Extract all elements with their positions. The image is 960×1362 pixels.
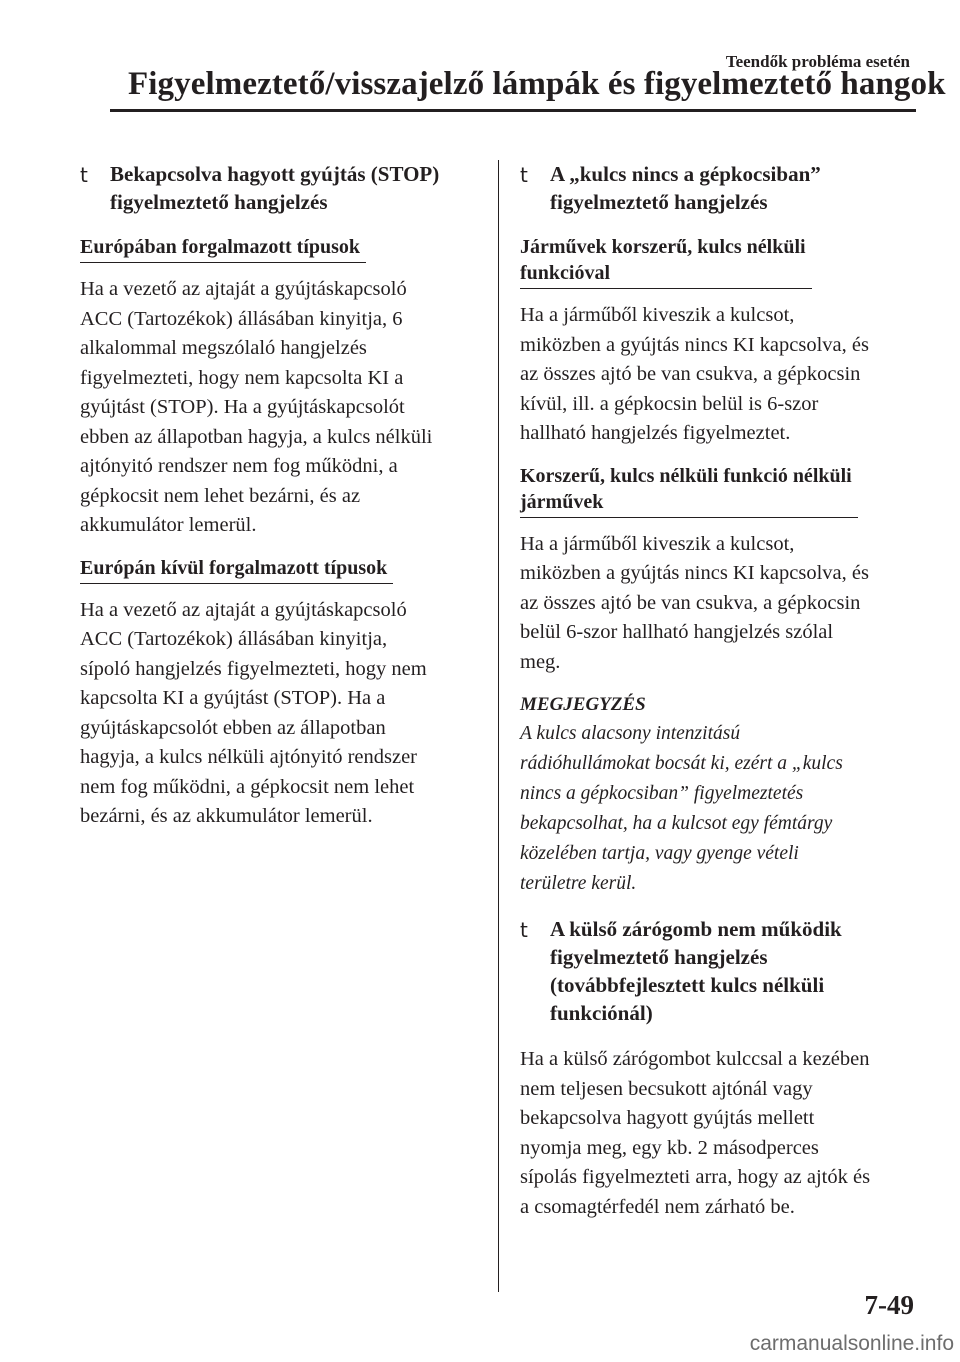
text-line: ajtónyitó rendszer nem fog működni, a [80, 455, 398, 477]
text-line: Ha a vezető az ajtaját a gyújtáskapcsoló [80, 598, 407, 621]
text-line: az összes ajtó be van csukva, a gépkocsin [520, 363, 861, 385]
text-line: gyújtáskapcsolót ebben az állapotban [80, 716, 386, 739]
heading-line: (továbbfejlesztett kulcs nélküli [550, 973, 825, 997]
text-line: területre kerül. [520, 873, 637, 894]
subheading-without-advanced-keyless [520, 463, 858, 518]
text-line: hagyja, a kulcs nélküli ajtónyitó rendszer [80, 746, 418, 768]
text-line: figyelmezteti, hogy nem kapcsolta KI a [80, 366, 404, 389]
heading-line: Bekapcsolva hagyott gyújtás (STOP) [110, 162, 440, 186]
heading-line: A külső zárógomb nem működik [550, 917, 842, 941]
text-line: nem fog működni, a gépkocsit nem lehet [80, 775, 415, 798]
paragraph [80, 275, 480, 541]
text-line: sípoló hangjelzés figyelmezteti, hogy nem [80, 657, 427, 680]
page-number: 7-49 [864, 1290, 914, 1320]
text-line: ebben az állapotban hagyja, a kulcs nélküli [80, 425, 433, 448]
bullet-icon: t [520, 918, 528, 942]
subheading-advanced-keyless [520, 234, 812, 289]
text-line: A kulcs alacsony intenzitású [520, 723, 741, 744]
text-line: Ha a járműből kiveszik a kulcsot, [520, 304, 795, 326]
bullet-icon: t [520, 163, 528, 187]
note-title: MEGJEGYZÉS [520, 694, 646, 715]
page-title: Figyelmeztető/visszajelző lámpák és figyelmeztető hangok [128, 66, 946, 102]
text-line: kívül, ill. a gépkocsin belül is 6-szor [520, 392, 819, 415]
bullet-icon: t [80, 163, 88, 187]
text-line: Ha a külső zárógombot kulccsal a kezében [520, 1048, 870, 1070]
header-section-label: Teendők probléma esetén [725, 52, 910, 71]
header-rule [110, 109, 916, 112]
heading-line: figyelmeztető hangjelzés [550, 945, 768, 969]
column-divider [498, 160, 499, 1292]
section-heading-key-not-in-vehicle [520, 160, 920, 216]
text-line: kapcsolta KI a gyújtást (STOP). Ha a [80, 687, 386, 709]
heading-line: figyelmeztető hangjelzés [550, 190, 768, 214]
text-line: nem teljesen becsukott ajtónál vagy [520, 1077, 813, 1100]
paragraph [520, 301, 920, 449]
note-text [520, 719, 920, 899]
subheading-line: Korszerű, kulcs nélküli funkció nélküli [520, 464, 852, 487]
text-line: nincs a gépkocsiban” figyelmeztetés [520, 783, 804, 804]
text-line: Ha a járműből kiveszik a kulcsot, [520, 532, 795, 555]
left-column [80, 160, 480, 846]
subheading-line: járművek [520, 490, 604, 513]
text-line: belül 6-szor hallható hangjelzés szólal [520, 621, 834, 643]
text-line: hallható hangjelzés figyelmeztet. [520, 422, 791, 444]
text-line: bekapcsolva hagyott gyújtás mellett [520, 1107, 815, 1129]
text-line: a csomagtérfedél nem zárható be. [520, 1195, 795, 1218]
right-column [520, 160, 920, 1236]
text-line: alkalommal megszólaló hangjelzés [80, 337, 367, 359]
text-line: Ha a vezető az ajtaját a gyújtáskapcsoló [80, 278, 407, 300]
text-line: miközben a gyújtás nincs KI kapcsolva, és [520, 333, 869, 356]
text-line: meg. [520, 650, 561, 673]
subheading-outside-europe: Európán kívül forgalmazott típusok [80, 555, 393, 584]
text-line: bekapcsolhat, ha a kulcsot egy fémtárgy [520, 813, 833, 834]
text-line: bezárni, és az akkumulátor lemerül. [80, 805, 373, 827]
text-line: sípolás figyelmezteti arra, hogy az ajtók és [520, 1166, 871, 1188]
section-heading-outer-lock-button [520, 915, 920, 1027]
text-line: ACC (Tartozékok) állásában kinyitja, 6 [80, 307, 403, 330]
heading-line: A „kulcs nincs a gépkocsiban” [550, 162, 821, 186]
watermark: carmanualsonline.info [749, 1332, 954, 1355]
subheading-line: Járművek korszerű, kulcs nélküli [520, 236, 806, 258]
text-line: rádióhullámokat bocsát ki, ezért a „kulcs [520, 753, 843, 774]
text-line: az összes ajtó be van csukva, a gépkocsin [520, 591, 861, 614]
text-line: miközben a gyújtás nincs KI kapcsolva, és [520, 562, 869, 584]
text-line: nyomja meg, egy kb. 2 másodperces [520, 1136, 819, 1159]
text-line: közelében tartja, vagy gyenge vételi [520, 843, 799, 864]
paragraph [520, 1045, 920, 1222]
paragraph [520, 530, 920, 678]
heading-line: figyelmeztető hangjelzés [110, 190, 328, 214]
text-line: gyújtást (STOP). Ha a gyújtáskapcsolót [80, 396, 405, 418]
section-heading-ignition-warning [80, 160, 480, 216]
text-line: gépkocsit nem lehet bezárni, és az [80, 484, 361, 507]
text-line: akkumulátor lemerül. [80, 514, 257, 536]
text-line: ACC (Tartozékok) állásában kinyitja, [80, 628, 388, 650]
heading-line: funkciónál) [550, 1001, 653, 1025]
subheading-europe: Európában forgalmazott típusok [80, 234, 366, 263]
subheading-line: funkcióval [520, 262, 611, 284]
paragraph [80, 596, 480, 832]
